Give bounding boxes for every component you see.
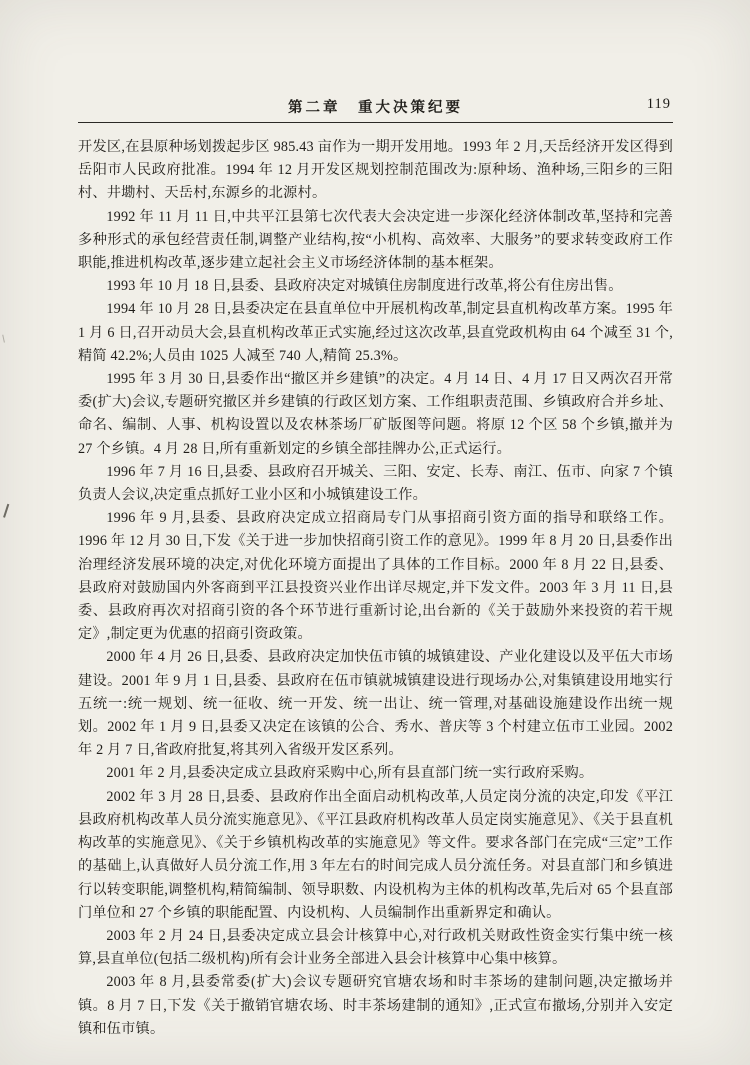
paragraph: 1992 年 11 月 11 日,中共平江县第七次代表大会决定进一步深化经济体制改革,坚持和完善多种形式的承包经营责任制,调整产业结构,按“小机构、高效率、大服务”的要求转变政府工作职能,推进机构改革,逐步建立起社会主义市场经济体制的基本框架。 bbox=[78, 208, 673, 272]
running-header bbox=[78, 96, 673, 118]
scan-mark-artifact bbox=[3, 504, 17, 520]
document-body bbox=[78, 136, 673, 1041]
paragraph: 1996 年 7 月 16 日,县委、县政府召开城关、三阳、安定、长寿、南江、伍市、向家 7 个镇负责人会议,决定重点抓好工业小区和小城镇建设工作。 bbox=[78, 463, 673, 504]
paragraph: 1996 年 9 月,县委、县政府决定成立招商局专门从事招商引资方面的指导和联络工作。1996 年 12 月 30 日,下发《关于进一步加快招商引资工作的意见》。1999 年 8 月 20 日,县委作出治理经济发展环境的决定,对优化环境方面提出了具体的工作目标。2000 年 8 月 22 日,县委、县政府对鼓励国内外客商到平江县投资兴业作出详尽规定,并下发文件。2003 年 3 月 11 日,县委、县政府再次对招商引资的各个环节进行重新讨论,出台新的《关于鼓励外来投资的若干规定》,制定更为优惠的招商引资政策。 bbox=[78, 510, 673, 643]
scan-mark-artifact bbox=[2, 333, 11, 342]
paragraph: 2000 年 4 月 26 日,县委、县政府决定加快伍市镇的城镇建设、产业化建设以及平伍大市场建设。2001 年 9 月 1 日,县委、县政府在伍市镇就城镇建设进行现场办公,对集镇建设用地实行五统一:统一规划、统一征收、统一开发、统一出让、统一管理,对基础设施建设作出统一规划。2002 年 1 月 9 日,县委又决定在该镇的公合、秀水、普庆等 3 个村建立伍市工业园。2002 年 2 月 7 日,省政府批复,将其列入省级开发区系列。 bbox=[78, 649, 673, 759]
paragraph: 1993 年 10 月 18 日,县委、县政府决定对城镇住房制度进行改革,将公有住房出售。 bbox=[106, 278, 623, 295]
header-rule bbox=[78, 122, 673, 123]
paragraph: 2003 年 8 月,县委常委(扩大)会议专题研究官塘农场和时丰茶场的建制问题,决定撤场并镇。8 月 7 日,下发《关于撤销官塘农场、时丰茶场建制的通知》,正式宣布撤场,分别并入安定镇和伍市镇。 bbox=[78, 974, 673, 1037]
paragraph: 2001 年 2 月,县委决定成立县政府采购中心,所有县直部门统一实行政府采购。 bbox=[106, 765, 594, 782]
paragraph: 2002 年 3 月 28 日,县委、县政府作出全面启动机构改革,人员定岗分流的决定,印发《平江县政府机构改革人员分流实施意见》、《平江县政府机构改革人员定岗实施意见》、《关于县直机构改革的实施意见》、《关于乡镇机构改革的实施意见》等文件。要求各部门在完成“三定”工作的基础上,认真做好人员分流工作,用 3 年左右的时间完成人员分流任务。对县直部门和乡镇进行以转变职能,调整机构,精简编制、领导职数、内设机构为主体的机构改革,先后对 65 个县直部门单位和 27 个乡镇的职能配置、内设机构、人员编制作出重新界定和确认。 bbox=[78, 788, 673, 921]
chapter-title: 第二章 重大决策纪要 bbox=[288, 100, 463, 116]
paragraph: 开发区,在县原种场划拨起步区 985.43 亩作为一期开发用地。1993 年 2 月,天岳经济开发区得到岳阳市人民政府批准。1994 年 12 月开发区规划控制范围改为:原种场、渔种场,三阳乡的三阳村、井墈村、天岳村,东源乡的北源村。 bbox=[78, 139, 673, 202]
page-content bbox=[78, 96, 673, 1041]
paragraph: 1995 年 3 月 30 日,县委作出“撤区并乡建镇”的决定。4 月 14 日、4 月 17 日又两次召开常委(扩大)会议,专题研究撤区并乡建镇的行政区划方案、工作组职责范围、乡镇政府合并乡址、命名、编制、人事、机构设置以及农林茶场厂矿版图等问题。将原 12 个区 58 个乡镇,撤并为 27 个乡镇。4 月 28 日,所有重新划定的乡镇全部挂牌办公,正式运行。 bbox=[78, 371, 673, 457]
paragraph: 2003 年 2 月 24 日,县委决定成立县会计核算中心,对行政机关财政性资金实行集中统一核算,县直单位(包括二级机构)所有会计业务全部进入县会计核算中心集中核算。 bbox=[78, 927, 673, 968]
page-number: 119 bbox=[646, 96, 671, 112]
paragraph: 1994 年 10 月 28 日,县委决定在县直单位中开展机构改革,制定县直机构改革方案。1995 年 1 月 6 日,召开动员大会,县直机构改革正式实施,经过这次改革,县直党政机构由 64 个减至 31 个,精简 42.2%;人员由 1025 人减至 740 人,精简 25.3%。 bbox=[78, 301, 673, 364]
